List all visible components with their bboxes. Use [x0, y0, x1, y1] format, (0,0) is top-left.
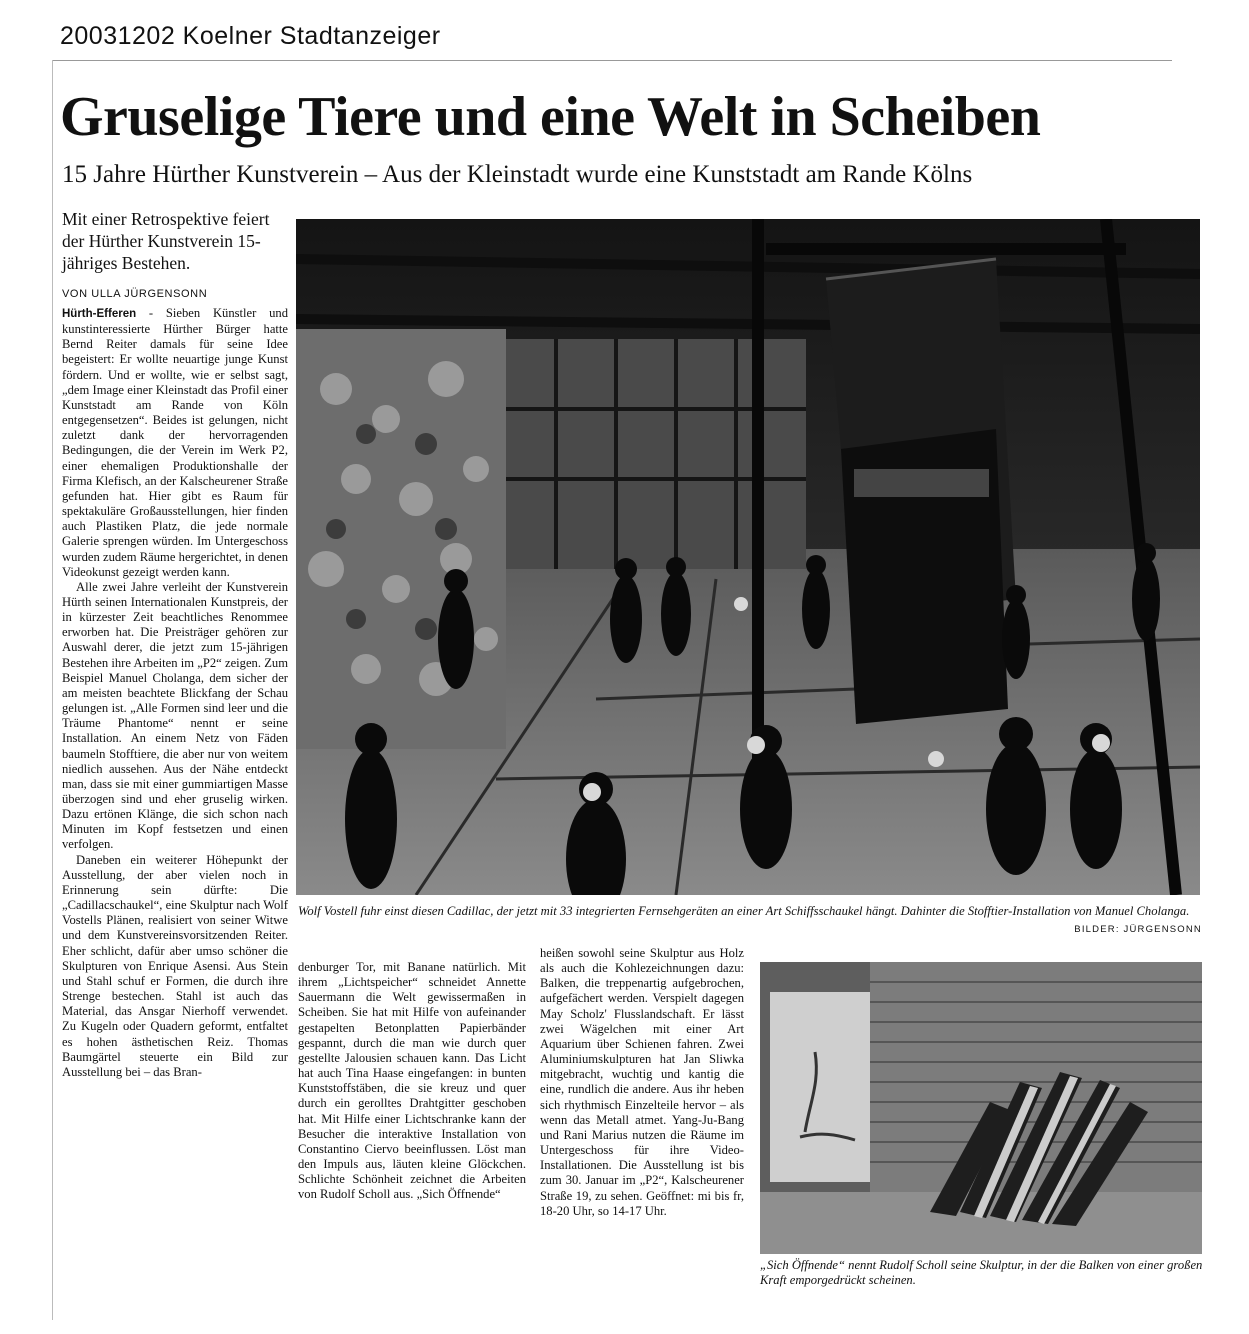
sculpture-image [760, 962, 1202, 1254]
paragraph-1 [62, 306, 288, 580]
main-photo-caption: Wolf Vostell fuhr einst diesen Cadillac, der jetzt mit 33 integrierten Fernsehgeräten an einer Art Schiffsschaukel hängt. Dahinter die Stofftier-Installation von Manuel Cholanga. [298, 904, 1190, 918]
source-label: 20031202 Koelner Stadtanzeiger [60, 22, 441, 50]
paragraph-4: denburger Tor, mit Banane natürlich. Mit ihrem „Lichtspeicher“ schneidet Annette Sauermann die Welt gewissermaßen in Scheiben. Sie hat mit Hilfe von aufeinander gestapelten Betonplatten Papierbänder gespannt, durch die man wie durch quer gestellte Jalousien schauen kann. Das Licht hat auch Tina Haase eingefangen: in bunten Kunststoffstäben, die sie kreuz und quer durch ein gerolltes Drahtgitter geschoben hat. Mit Hilfe einer Lichtschranke kann der Besucher die interaktive Installation von Constantino Ciervo beeinflussen. Löst man den Impuls aus, läuten kleine Glöckchen. Schlichte Schönheit zeichnet die Arbeiten von Rudolf Scholl aus. „Sich Öffnende“ [298, 960, 526, 1202]
article-lead: Mit einer Retrospektive feiert der Hürther Kunstverein 15-jähriges Bestehen. [62, 209, 270, 273]
photo-credit: BILDER: JÜRGENSONN [1074, 924, 1202, 935]
exhibition-hall-image [296, 219, 1200, 895]
paragraph-3: Daneben ein weiterer Höhepunkt der Ausstellung, der aber vielen noch in Erinnerung sein dürfte: Die „Cadillacschaukel“, eine Skulptur nach Wolf Vostells Plänen, realisiert von seiner Witwe und dem Kunstvereinsvorsitzenden Reiter. Eher schlicht, dafür aber umso schöner die Skulpturen von Enrique Asensi. Aus Stein und Stahl schuf er Formen, die durch ihre Strenge bestechen. Stahl ist auch das Material, das Ansgar Nierhoff verwendet. Zu Kugeln oder Quadern geformt, entfaltet es hohen ästhetischen Reiz. Thomas Baumgärtel steuerte ein Bild zur Ausstellung bei – das Bran- [62, 852, 288, 1079]
article-subheadline: 15 Jahre Hürther Kunstverein – Aus der Kleinstadt wurde eine Kunststadt am Rande Kölns [62, 161, 973, 188]
sculpture-photo-caption: „Sich Öffnende“ nennt Rudolf Scholl seine Skulptur, in der die Balken von einer großen Kraft emporgedrückt scheinen. [760, 1258, 1203, 1287]
dateline: Hürth-Efferen [62, 308, 137, 320]
sculpture-photo [760, 962, 1202, 1254]
paragraph-2: Alle zwei Jahre verleiht der Kunstverein Hürth seinen Internationalen Kunstpreis, der in kürzester Zeit beachtliches Renommee erworben hat. Die Preisträger gehören zur Auswahl derer, die jetzt zum 15-jährigen Bestehen ihre Arbeiten im „P2“ zeigen. Zum Beispiel Manuel Cholanga, dem sicher der am meisten beachtete Blickfang der Schau gelungen ist. „Alle Formen sind leer und die Träume Phantome“ nennt er seine Installation. An einem Netz von Fäden baumeln Stofftiere, die aber nur von weitem niedlich aussehen. Aus der Nähe entdeckt man, dass sie mit einer gummiartigen Masse überzogen sind und eher gruselig wirken. Dazu ertönen Klänge, die sich schon nach Minuten im Kopf festsetzen und einen verfolgen. [62, 579, 288, 852]
text-column-3 [540, 946, 744, 1316]
paragraph-5: heißen sowohl seine Skulptur aus Holz als auch die Kohlezeichnungen dazu: Balken, die treppenartig aufgebrochen, aufgefächert werden. Verspielt dagegen May Scholz' Flusslandschaft. Er lässt zwei Wägelchen mit einer Art Aquarium über Schienen fahren. Zwei Aluminiumskulpturen hat Jan Sliwka mitgebracht, wuchtig und kantig die eine, rundlich die andere. Aus ihr heben sich rhythmisch Einzelteile hervor – als wenn das Metall atmet. Yang-Ju-Bang und Rani Marius nutzen die Räume im Untergeschoss für ihre Video-Installationen. Die Ausstellung ist bis zum 30. Januar im „P2“, Kalscheurener Straße 19, zu sehen. Geöffnet: mi bis fr, 18-20 Uhr, so 14-17 Uhr. [540, 946, 744, 1218]
text-column-2 [298, 960, 526, 1316]
top-rule [52, 60, 1172, 61]
paragraph-1-text: - Sieben Künstler und kunstinteressierte Hürther Bürger hatte Bernd Reiter damals für seine Idee begeistert: Er wollte neuartige junge Kunst fördern. Und er wollte, wie er selbst sagt, „dem Image einer Kleinstadt das Profil einer Kunststadt am Rande von Köln entgegensetzen“. Beides ist gelungen, nicht zuletzt dank der hervorragenden Bedingungen, die der Verein im Werk P2, einer ehemaligen Produktionshalle der Firma Klefisch, an der Kalscheurener Straße gefunden hat. Hier gibt es Raum für spektakuläre Großausstellungen, hier finden auch Plastiken Platz, die jede normale Galerie sprengen würden. Im Untergeschoss wurden zudem Räume hergerichtet, in denen Videokunst gezeigt werden kann. [62, 306, 288, 579]
text-column-1 [62, 306, 288, 1316]
article-byline: VON ULLA JÜRGENSONN [62, 288, 208, 300]
left-rule [52, 60, 53, 1320]
main-photo [296, 219, 1200, 895]
article-headline: Gruselige Tiere und eine Welt in Scheiben [60, 86, 1041, 148]
